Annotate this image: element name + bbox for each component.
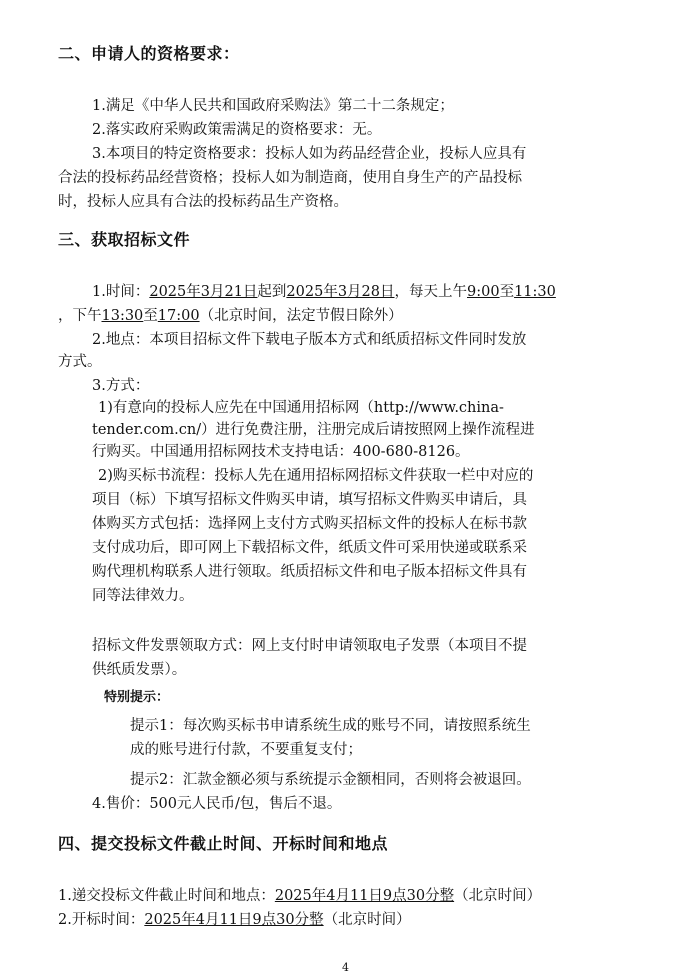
qualification-item-3-line-3: 时，投标人应具有合法的投标药品生产资格。 [58,194,348,210]
method-label: 3.方式： [92,378,150,394]
time-mid-2: ，每天上午 [394,284,467,300]
qualification-item-3-line-1: 3.本项目的特定资格要求：投标人如为药品经营企业，投标人应具有 [92,146,527,162]
time-start: 2025年3月21日 [149,284,258,300]
time-line-2 [58,306,403,326]
deadline-suffix: （北京时间） [454,888,542,904]
section-3-heading: 三、获取招标文件 [58,230,191,249]
opening-value: 2025年4月11日9点30分整 [144,912,324,928]
pm-suffix: （北京时间，法定节假日除外） [199,308,403,324]
time-prefix: 1.时间： [92,284,150,300]
am-end: 11:30 [514,284,556,300]
method-2-line-4: 支付成功后，即可网上下载招标文件，纸质文件可采用快递或联系采 [92,540,527,556]
tip-1-line-1: 提示1：每次购买标书申请系统生成的账号不同，请按照系统生 [130,718,531,734]
pm-prefix: ，下午 [58,308,102,324]
method-1-line-3: 行购买。中国通用招标网技术支持电话：400-680-8126。 [92,444,470,460]
bid-deadline [58,886,541,906]
method-2-line-6: 同等法律效力。 [92,588,194,604]
am-start: 9:00 [467,284,500,300]
tip-2: 提示2：汇款金额必须与系统提示金额相同，否则将会被退回。 [130,772,531,788]
method-2-line-1: 2)购买标书流程：投标人先在通用招标网招标文件获取一栏中对应的 [98,468,534,484]
qualification-item-3-line-2: 合法的投标药品经营资格；投标人如为制造商，使用自身生产的产品投标 [58,170,522,186]
page-number: 4 [342,961,349,974]
pm-start: 13:30 [101,308,144,324]
to-2: 至 [143,308,158,324]
opening-suffix: （北京时间） [323,912,411,928]
price-item: 4.售价：500元人民币/包，售后不退。 [92,796,342,812]
pm-end: 17:00 [157,308,200,324]
invoice-line-2: 供纸质发票）。 [92,662,187,678]
invoice-line-1: 招标文件发票领取方式：网上支付时申请领取电子发票（本项目不提 [92,638,527,654]
bid-opening-time [58,910,411,930]
deadline-prefix: 1.递交投标文件截止时间和地点： [58,888,275,904]
time-end: 2025年3月28日 [286,284,395,300]
deadline-value: 2025年4月11日9点30分整 [274,888,455,904]
place-line-1: 2.地点：本项目招标文件下载电子版本方式和纸质招标文件同时发放 [92,332,527,348]
section-4-heading: 四、提交投标文件截止时间、开标时间和地点 [58,834,389,853]
method-2-line-3: 体购买方式包括：选择网上支付方式购买招标文件的投标人在标书款 [92,516,527,532]
method-2-line-5: 购代理机构联系人进行领取。纸质招标文件和电子版本招标文件具有 [92,564,527,580]
opening-prefix: 2.开标时间： [58,912,145,928]
qualification-item-2: 2.落实政府采购政策需满足的资格要求：无。 [92,122,382,138]
section-2-heading: 二、申请人的资格要求： [58,44,240,63]
to-1: 至 [499,284,515,300]
place-line-2: 方式。 [58,354,102,370]
qualification-item-1: 1.满足《中华人民共和国政府采购法》第二十二条规定； [92,98,454,114]
method-1-line-2: tender.com.cn/）进行免费注册，注册完成后请按照网上操作流程进 [92,422,535,438]
special-tip-label: 特别提示： [104,690,170,705]
time-mid-1: 起到 [257,284,287,300]
method-1-line-1: 1)有意向的投标人应先在中国通用招标网（http://www.china- [98,400,504,416]
method-2-line-2: 项目（标）下填写招标文件购买申请，填写招标文件购买申请后，具 [92,492,527,508]
tip-1-line-2: 成的账号进行付款，不要重复支付； [130,742,362,758]
time-line-1 [92,282,556,302]
